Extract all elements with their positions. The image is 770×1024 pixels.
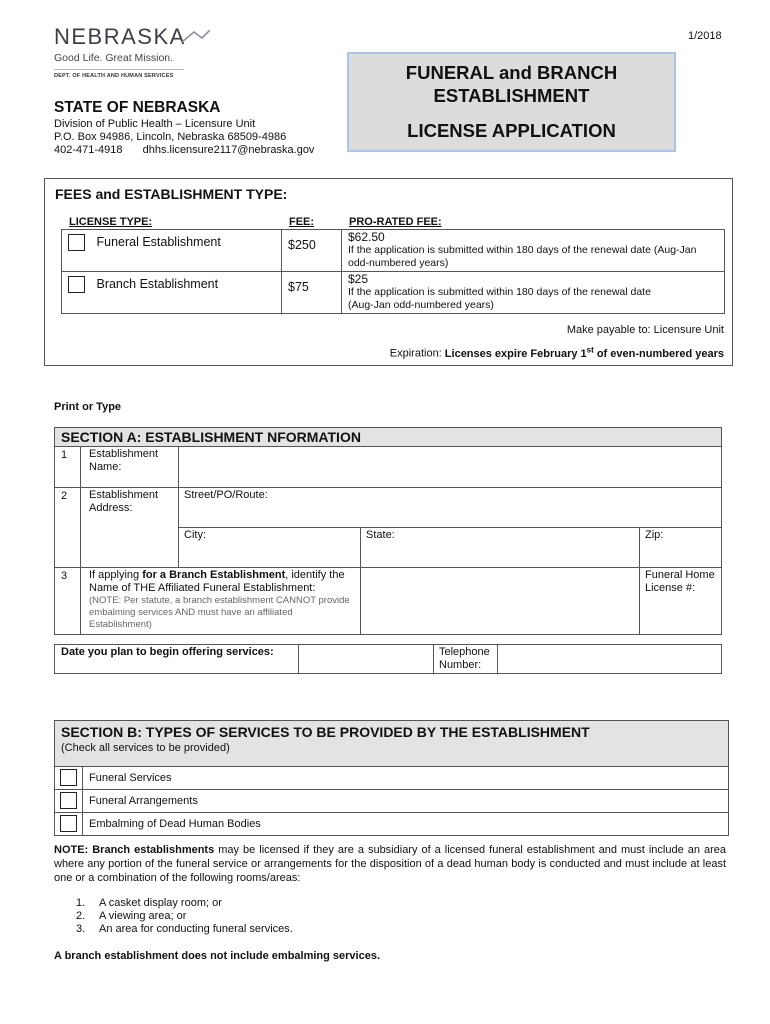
payable-text: Make payable to: Licensure Unit (566, 324, 724, 336)
list-item: 1. A casket display room; or (76, 897, 222, 909)
start-date-input[interactable] (299, 645, 434, 674)
establishment-name-label: Establishment Name: (81, 447, 179, 488)
title-line-2: ESTABLISHMENT (433, 85, 590, 106)
funeral-establishment-checkbox[interactable] (68, 234, 85, 251)
row3-text-a: If applying (89, 569, 143, 581)
agency-info (54, 118, 314, 157)
address-text: P.O. Box 94986, Lincoln, Nebraska 68509-4986 (54, 131, 287, 143)
embalming-label: Embalming of Dead Human Bodies (83, 813, 729, 836)
telephone-input[interactable] (498, 645, 722, 674)
license-number-label: Funeral Home License #: (645, 569, 715, 594)
logo-divider (54, 69, 184, 70)
list-item: 2. A viewing area; or (76, 910, 187, 922)
row-1-number: 1 (55, 447, 81, 488)
row-3-number: 3 (55, 568, 81, 635)
funeral-arrangements-checkbox[interactable] (60, 792, 77, 809)
section-b-subtitle: (Check all services to be provided) (61, 742, 230, 754)
city-field[interactable] (179, 528, 361, 568)
funeral-prorated-note: If the application is submitted within 180 days of the renewal date (Aug-Jan odd-numbered years) (348, 244, 697, 269)
branch-establishment-checkbox[interactable] (68, 276, 85, 293)
section-a-title: SECTION A: ESTABLISHMENT NFORMATION (55, 428, 722, 447)
telephone-label: Telephone Number: (434, 645, 498, 674)
title-line-1: FUNERAL and BRANCH (405, 62, 618, 83)
affiliated-establishment-field[interactable] (81, 568, 361, 635)
fee-row-funeral (62, 230, 725, 272)
start-date-table (54, 644, 722, 674)
fees-heading: FEES and ESTABLISHMENT TYPE: (55, 186, 288, 202)
fees-table (61, 229, 725, 314)
branch-prorated-note: If the application is submitted within 180 days of the renewal date (Aug-Jan odd-numbered years) (348, 286, 651, 311)
expiration-a: Licenses expire February 1 (444, 347, 587, 360)
logo-wordmark: NEBRASKA (54, 24, 186, 49)
branch-note (54, 843, 726, 885)
row3-text-c: , identify the Name of THE Affiliated Funeral Establishment: (89, 569, 345, 594)
note-body: may be licensed if they are a subsidiary of a licensed funeral establishment and must include an area where any portion of the funeral service or arrangements for the disposition of a dead human body is conducted and must include at least one or a combination of the following rooms/areas: (54, 844, 726, 884)
funeral-fee: $250 (282, 230, 342, 272)
branch-prorated-fee: $25 (348, 272, 369, 286)
license-number-field[interactable] (640, 568, 722, 635)
email-text: dhhs.licensure2117@nebraska.gov (142, 144, 315, 156)
state-label: State: (366, 529, 395, 541)
division-text: Division of Public Health – Licensure Unit (54, 118, 256, 130)
closing-note: A branch establishment does not include embalming services. (54, 950, 381, 962)
funeral-arrangements-label: Funeral Arrangements (83, 790, 729, 813)
row3-text-b: for a Branch Establishment (142, 569, 286, 581)
establishment-name-field[interactable] (179, 447, 722, 488)
logo-dept: DEPT. OF HEALTH AND HUMAN SERVICES (54, 73, 174, 79)
fees-box (44, 178, 733, 366)
note-prefix: NOTE: Branch establishments (54, 844, 215, 856)
section-b-table (54, 720, 729, 836)
row3-note: (NOTE: Per statute, a branch establishment CANNOT provide embalming services AND must have an affiliated Establishment) (89, 595, 350, 630)
section-b-title: SECTION B: TYPES OF SERVICES TO BE PROVIDED BY THE ESTABLISHMENT (61, 724, 590, 740)
section-b-header (55, 721, 729, 767)
list-item: 3. An area for conducting funeral services. (76, 923, 293, 935)
branch-fee: $75 (282, 272, 342, 314)
title-line-3: LICENSE APPLICATION (407, 120, 616, 141)
nebraska-logo (54, 24, 204, 79)
branch-establishment-label: Branch Establishment (96, 276, 219, 291)
phone-text: 402-471-4918 (54, 144, 123, 156)
expiration-sup: st (586, 345, 594, 354)
state-field[interactable] (361, 528, 640, 568)
form-title-box (347, 52, 676, 152)
expiration-b: of even-numbered years (593, 347, 724, 360)
establishment-address-label: Establishment Address: (81, 488, 179, 568)
state-heading: STATE OF NEBRASKA (54, 99, 221, 116)
form-date: 1/2018 (688, 30, 722, 42)
funeral-services-checkbox[interactable] (60, 769, 77, 786)
section-a-table (54, 427, 722, 635)
city-label: City: (184, 529, 206, 541)
col-license-type: LICENSE TYPE: (69, 216, 153, 228)
start-date-label: Date you plan to begin offering services: (55, 645, 299, 674)
zip-label: Zip: (645, 529, 664, 541)
street-label: Street/PO/Route: (184, 489, 268, 501)
fee-row-branch (62, 272, 725, 314)
col-prorated: PRO-RATED FEE: (349, 216, 442, 228)
embalming-checkbox[interactable] (60, 815, 77, 832)
logo-tagline: Good Life. Great Mission. (54, 52, 174, 64)
funeral-prorated-fee: $62.50 (348, 230, 385, 244)
funeral-establishment-label: Funeral Establishment (96, 234, 221, 249)
funeral-services-label: Funeral Services (83, 767, 729, 790)
print-or-type: Print or Type (54, 401, 122, 413)
room-list (76, 897, 293, 936)
expiration-label: Expiration: (389, 347, 445, 360)
logo-swoosh-icon (182, 30, 210, 44)
col-fee: FEE: (289, 216, 315, 228)
affiliated-name-input[interactable] (361, 568, 640, 635)
row-2-number: 2 (55, 488, 81, 568)
zip-field[interactable] (640, 528, 722, 568)
street-field[interactable] (179, 488, 722, 528)
expiration-text (390, 345, 724, 360)
